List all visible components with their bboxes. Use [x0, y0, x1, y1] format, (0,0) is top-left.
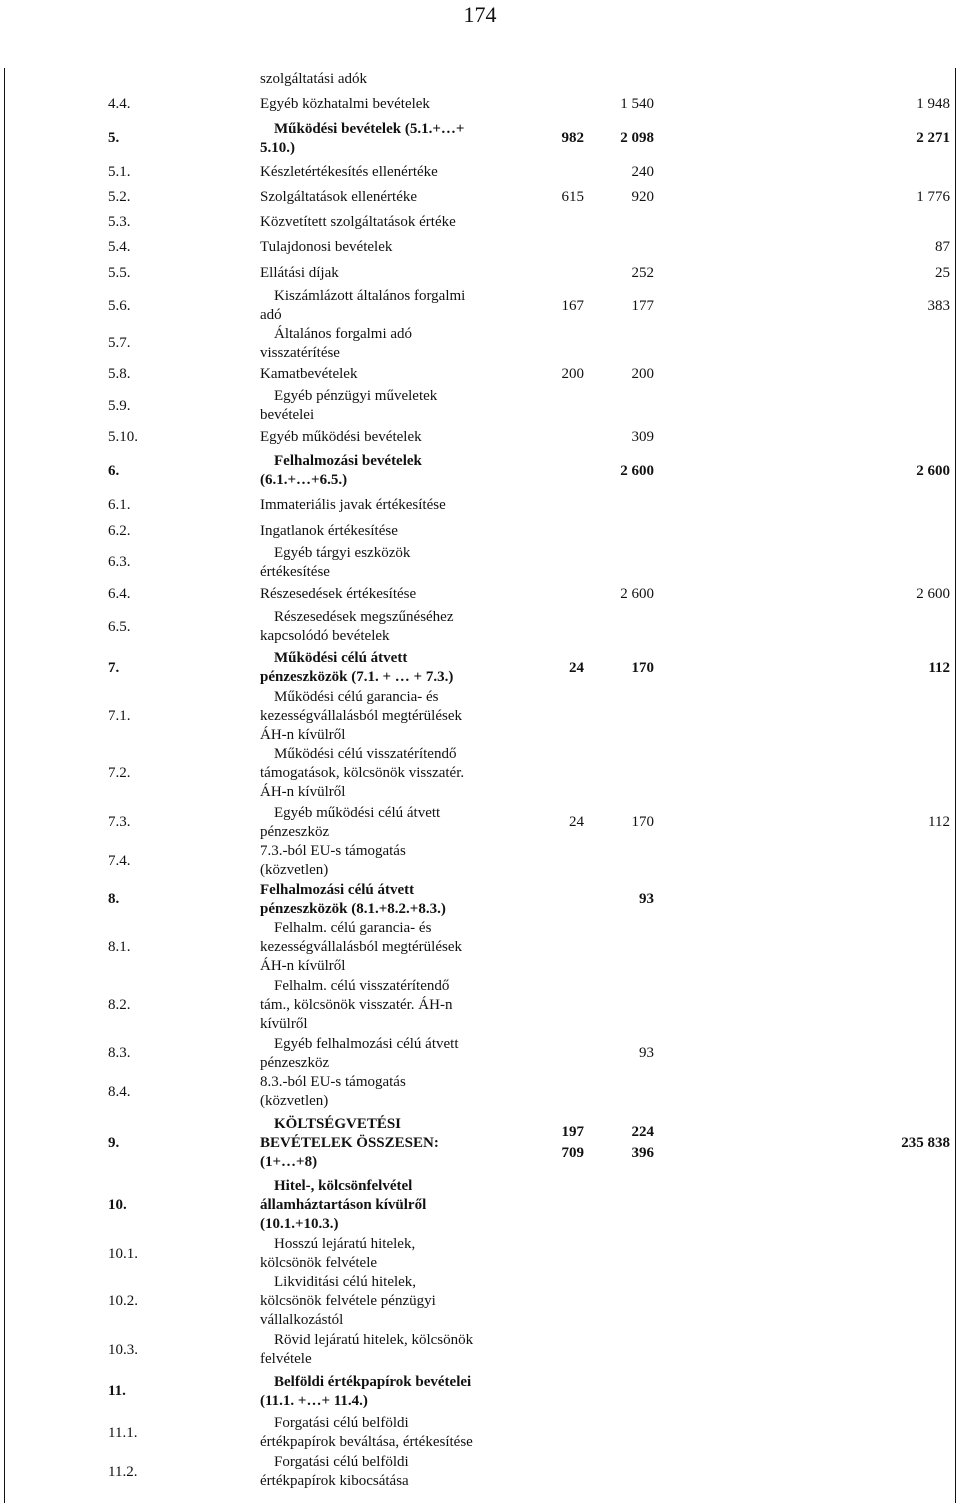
row-code: 11.	[108, 1383, 126, 1399]
table-row	[4, 842, 954, 880]
row-value-v3	[654, 1273, 950, 1330]
row-value-v1	[514, 607, 584, 647]
row-value-v2	[584, 1330, 654, 1370]
table-row	[4, 1453, 954, 1491]
row-label	[260, 518, 520, 544]
row-value-v2	[584, 1273, 654, 1330]
row-code: 8.1.	[108, 939, 131, 955]
table-row	[4, 1235, 954, 1273]
row-label	[260, 842, 520, 880]
row-label-line: felvétele	[260, 1351, 312, 1367]
row-value-v1	[514, 1453, 584, 1491]
row-value-v2	[584, 234, 654, 260]
row-label-line: vállalkozástól	[260, 1312, 344, 1328]
table-row	[4, 1413, 954, 1453]
row-code: 6.2.	[108, 522, 131, 539]
table-row	[4, 211, 954, 234]
row-label-line: (11.1. +…+ 11.4.)	[260, 1392, 368, 1409]
row-value-v2	[584, 388, 654, 424]
row-label-line: BEVÉTELEK ÖSSZESEN:	[260, 1134, 439, 1151]
row-value-v1	[514, 1413, 584, 1453]
row-label-line: Ellátási díjak	[260, 264, 339, 281]
table-row	[4, 1111, 954, 1175]
row-value-v3: 2 271	[916, 130, 950, 146]
row-code: 7.1.	[108, 708, 131, 724]
row-value-v3	[654, 842, 950, 880]
row-label-line: kezességvállalásból megtérülések	[260, 708, 463, 724]
row-value-v2	[584, 326, 654, 361]
row-label	[260, 68, 520, 91]
row-label-line: támogatások, kölcsönök visszatér.	[260, 765, 465, 781]
row-label-line: pénzeszköz	[260, 1054, 330, 1071]
table-row	[4, 450, 954, 492]
row-label-line: ÁH-n kívülről	[260, 727, 346, 743]
row-label-line: kívülről	[260, 1015, 308, 1032]
row-value-v2: 309	[631, 428, 654, 445]
row-label-line: Közvetített szolgáltatások értéke	[260, 214, 456, 230]
row-label	[260, 117, 520, 160]
row-value-v3	[654, 689, 950, 744]
row-label	[260, 1235, 520, 1273]
row-value-v2	[584, 976, 654, 1034]
row-label-line: kölcsönök felvétele	[260, 1255, 378, 1271]
table-row	[4, 160, 954, 184]
row-label-line: Forgatási célú belföldi	[274, 1415, 409, 1431]
row-code: 6.3.	[108, 554, 131, 570]
row-value-v3	[654, 880, 950, 919]
row-value-v3	[654, 388, 950, 424]
row-label	[260, 160, 520, 184]
row-code: 8.2.	[108, 996, 131, 1013]
table-row	[4, 260, 954, 286]
row-label-line: Immateriális javak értékesítése	[260, 496, 446, 513]
row-label-line: Egyéb működési célú átvett	[274, 804, 441, 821]
row-code: 8.3.	[108, 1045, 131, 1061]
table-row	[4, 518, 954, 544]
row-label-line: Szolgáltatások ellenértéke	[260, 189, 418, 205]
row-label-line: pénzeszközök (7.1. + … + 7.3.)	[260, 669, 454, 685]
row-label-line: (közvetlen)	[260, 1093, 329, 1109]
row-code: 10.3.	[108, 1341, 138, 1358]
row-value-v3: 112	[928, 659, 950, 676]
row-code: 8.	[108, 891, 120, 907]
row-value-v1	[514, 1330, 584, 1370]
row-code: 5.5.	[108, 264, 131, 281]
row-value-v2: 2 600	[620, 462, 654, 479]
row-value-v2	[584, 1073, 654, 1111]
row-label	[260, 492, 520, 518]
table-row	[4, 361, 954, 388]
table-row	[4, 744, 954, 803]
row-label-line: Működési bevételek (5.1.+…+	[274, 120, 465, 137]
table-row	[4, 388, 954, 424]
table-row	[4, 234, 954, 260]
row-label-line: pénzeszközök (8.1.+8.2.+8.3.)	[260, 900, 446, 917]
row-value-part: 224	[631, 1124, 654, 1140]
row-value-v2: 93	[639, 891, 654, 907]
row-value-v1	[514, 424, 584, 450]
row-value-v2: 177	[631, 297, 654, 314]
row-label	[260, 1073, 520, 1111]
row-label	[260, 326, 520, 361]
table-row	[4, 1330, 954, 1370]
row-value-v1	[514, 744, 584, 803]
row-label-line: kapcsolódó bevételek	[260, 628, 390, 644]
table-row	[4, 647, 954, 689]
row-value-v2: 170	[631, 814, 654, 830]
row-code: 6.	[108, 462, 120, 479]
table-row	[4, 1073, 954, 1111]
row-label-line: adó	[260, 307, 282, 323]
row-value-v1	[514, 160, 584, 184]
table-row	[4, 581, 954, 607]
row-value-v2	[584, 1370, 654, 1413]
table-row	[4, 1370, 954, 1413]
row-value-v1	[514, 1175, 584, 1235]
row-code: 5.2.	[108, 189, 131, 205]
row-value-v3	[654, 1175, 950, 1235]
row-value-v1	[514, 581, 584, 607]
row-label	[260, 361, 520, 388]
row-label-line: KÖLTSÉGVETÉSI	[274, 1115, 402, 1132]
row-label	[260, 919, 520, 976]
row-label-line: Részesedések megszűnéséhez	[274, 609, 454, 625]
table-row	[4, 326, 954, 361]
row-label-line: Hitel-, kölcsönfelvétel	[274, 1177, 413, 1194]
row-value-v2	[584, 689, 654, 744]
row-label-line: Működési célú átvett	[274, 650, 408, 666]
row-label-line: Belföldi értékpapírok bevételei	[274, 1373, 472, 1390]
row-label	[260, 1413, 520, 1453]
table-row	[4, 880, 954, 919]
row-label-line: Likviditási célú hitelek,	[274, 1274, 417, 1290]
table-row	[4, 607, 954, 647]
row-code: 10.2.	[108, 1293, 138, 1309]
row-value-v2: 2 098	[620, 130, 654, 146]
row-value-v1	[514, 1235, 584, 1273]
row-label-line: Működési célú visszatérítendő	[274, 746, 457, 762]
row-label-line: Egyéb működési bevételek	[260, 428, 422, 445]
row-code: 11.2.	[108, 1463, 138, 1480]
row-code: 7.	[108, 659, 120, 676]
revenue-table	[4, 68, 954, 1491]
row-value-v1	[514, 919, 584, 976]
row-value-v3: 235 838	[901, 1134, 950, 1151]
row-code: 5.1.	[108, 163, 131, 180]
row-value-v2	[584, 518, 654, 544]
row-value-v2	[584, 744, 654, 803]
row-value-v1: 982	[561, 130, 584, 146]
row-label-line: bevételei	[260, 407, 315, 423]
row-value-v1	[514, 1034, 584, 1073]
row-code: 6.5.	[108, 618, 131, 635]
table-row	[4, 803, 954, 842]
row-value-part: 709	[561, 1145, 584, 1161]
row-value-v1	[514, 1370, 584, 1413]
row-value-v1: 24	[569, 659, 584, 676]
row-value-v2	[584, 1175, 654, 1235]
row-label-line: Felhalmozási célú átvett	[260, 881, 415, 898]
row-value-v1	[514, 68, 584, 91]
row-code: 5.	[108, 130, 120, 146]
row-label-line: pénzeszköz	[260, 823, 330, 840]
row-label	[260, 689, 520, 744]
row-label-line: szolgáltatási adók	[260, 71, 368, 87]
row-label-line: kezességvállalásból megtérülések	[260, 939, 463, 955]
row-label	[260, 388, 520, 424]
row-value-v3	[654, 1370, 950, 1413]
row-label-line: Kamatbevételek	[260, 366, 358, 382]
row-value-v3: 2 600	[916, 462, 950, 479]
row-label	[260, 260, 520, 286]
row-code: 10.1.	[108, 1245, 138, 1262]
row-value-v2	[584, 919, 654, 976]
row-label	[260, 286, 520, 326]
row-value-v2	[584, 68, 654, 91]
page-number: 174	[463, 2, 497, 27]
table-row	[4, 68, 954, 91]
row-code	[108, 68, 256, 91]
row-label-line: Felhalmozási bevételek	[274, 453, 422, 469]
row-label-line: Részesedések értékesítése	[260, 585, 417, 602]
row-label-line: Egyéb tárgyi eszközök	[274, 544, 411, 561]
row-value-v3	[654, 607, 950, 647]
row-label-line: Hosszú lejáratú hitelek,	[274, 1236, 416, 1252]
row-code: 4.4.	[108, 95, 131, 112]
row-label-line: Forgatási célú belföldi	[274, 1454, 409, 1470]
row-label	[260, 1111, 520, 1175]
row-value-v1	[514, 1111, 584, 1175]
row-value-v2: 240	[631, 163, 654, 180]
row-label-line: értékpapírok beváltása, értékesítése	[260, 1434, 473, 1450]
row-value-v3	[654, 1034, 950, 1073]
row-label	[260, 581, 520, 607]
row-value-v2: 2 600	[620, 585, 654, 602]
table-row	[4, 919, 954, 976]
row-label-line: 8.3.-ból EU-s támogatás	[260, 1074, 406, 1090]
row-label-line: tám., kölcsönök visszatér. ÁH-n	[260, 996, 453, 1013]
row-code: 5.8.	[108, 366, 131, 382]
table-row	[4, 91, 954, 117]
row-value-v2	[584, 1413, 654, 1453]
row-value-v3	[654, 518, 950, 544]
row-value-v3: 87	[935, 238, 950, 255]
row-value-v1	[514, 260, 584, 286]
row-code: 8.4.	[108, 1083, 131, 1100]
row-value-v2: 170	[631, 659, 654, 676]
row-value-v3: 112	[928, 814, 950, 830]
row-label-line: kölcsönök felvétele pénzügyi	[260, 1293, 436, 1309]
row-label	[260, 1453, 520, 1491]
row-label	[260, 976, 520, 1034]
row-label-line: Egyéb közhatalmi bevételek	[260, 95, 430, 112]
row-value-v1: 24	[569, 814, 584, 830]
table-row	[4, 1175, 954, 1235]
row-value-v2: 1 540	[620, 95, 654, 112]
row-value-v1	[514, 326, 584, 361]
row-value-v3	[654, 492, 950, 518]
table-row	[4, 1034, 954, 1073]
row-value-v2: 200	[631, 366, 654, 382]
row-value-v3	[654, 976, 950, 1034]
row-label-line: ÁH-n kívülről	[260, 784, 346, 800]
row-code: 11.1.	[108, 1424, 138, 1441]
row-value-v1	[514, 1073, 584, 1111]
row-label	[260, 647, 520, 689]
row-value-v1	[514, 234, 584, 260]
row-value-v2	[584, 1453, 654, 1491]
row-value-v3	[654, 1073, 950, 1111]
row-label	[260, 607, 520, 647]
table-row	[4, 184, 954, 211]
row-value-v1	[514, 976, 584, 1034]
row-label	[260, 91, 520, 117]
row-code: 7.4.	[108, 852, 131, 869]
row-value-v3	[654, 160, 950, 184]
row-label-line: ÁH-n kívülről	[260, 958, 346, 974]
row-label-line: (10.1.+10.3.)	[260, 1215, 339, 1232]
row-label	[260, 1330, 520, 1370]
row-value-v2: 252	[631, 264, 654, 281]
row-label-line: 7.3.-ból EU-s támogatás	[260, 843, 406, 859]
row-value-v3: 1 776	[916, 189, 950, 205]
row-label	[260, 1273, 520, 1330]
table-row	[4, 544, 954, 581]
row-label	[260, 1175, 520, 1235]
row-code: 5.4.	[108, 238, 131, 255]
row-value-v1	[514, 544, 584, 581]
row-value-v3	[654, 211, 950, 234]
row-value-v2: 93	[639, 1045, 654, 1061]
row-code: 6.4.	[108, 585, 131, 602]
row-value-v2	[584, 492, 654, 518]
row-value-v2	[584, 1235, 654, 1273]
row-code: 7.3.	[108, 814, 131, 830]
row-label	[260, 803, 520, 842]
row-value-v1	[514, 450, 584, 492]
row-label-line: Készletértékesítés ellenértéke	[260, 163, 438, 180]
row-value-v2	[584, 842, 654, 880]
row-label-line: Egyéb pénzügyi műveletek	[274, 388, 438, 404]
row-label-line: államháztartáson kívülről	[260, 1196, 427, 1213]
row-value-v1	[514, 1273, 584, 1330]
row-value-v3	[654, 1453, 950, 1491]
row-code: 10.	[108, 1196, 127, 1213]
row-label-line: értékesítése	[260, 563, 330, 580]
row-value-v3	[654, 1330, 950, 1370]
row-label-line: Kiszámlázott általános forgalmi	[274, 288, 466, 304]
row-value-v3	[654, 1235, 950, 1273]
row-value-v3	[654, 919, 950, 976]
row-value-v1	[514, 91, 584, 117]
row-value-v3	[654, 744, 950, 803]
row-value-v3	[654, 68, 950, 91]
table-row	[4, 689, 954, 744]
row-label-line: Ingatlanok értékesítése	[260, 522, 398, 539]
row-code: 5.9.	[108, 397, 131, 414]
row-code: 5.7.	[108, 335, 131, 351]
row-value-v2	[584, 544, 654, 581]
row-code: 5.6.	[108, 297, 131, 314]
row-label-line: Rövid lejáratú hitelek, kölcsönök	[274, 1332, 474, 1348]
row-value-v2	[584, 1111, 654, 1175]
row-label-line: Tulajdonosi bevételek	[260, 238, 393, 255]
row-value-v1	[514, 388, 584, 424]
row-value-v1: 167	[561, 297, 584, 314]
row-label	[260, 1370, 520, 1413]
row-label	[260, 744, 520, 803]
row-label-line: Egyéb felhalmozási célú átvett	[274, 1035, 459, 1052]
table-row	[4, 117, 954, 160]
row-label	[260, 544, 520, 581]
row-label	[260, 1034, 520, 1073]
row-label-line: 5.10.)	[260, 139, 295, 156]
row-label-line: (6.1.+…+6.5.)	[260, 472, 348, 488]
row-value-part: 197	[561, 1124, 584, 1140]
row-value-v1	[514, 689, 584, 744]
row-label-line: (közvetlen)	[260, 862, 329, 878]
row-value-v3	[654, 326, 950, 361]
row-label	[260, 450, 520, 492]
row-label-line: Működési célú garancia- és	[274, 689, 439, 705]
row-code: 9.	[108, 1134, 120, 1151]
row-value-part: 396	[631, 1145, 654, 1161]
row-value-v3	[654, 424, 950, 450]
table-row	[4, 976, 954, 1034]
row-value-v3: 383	[927, 297, 950, 314]
row-code: 5.10.	[108, 428, 138, 445]
row-value-v3	[654, 1413, 950, 1453]
row-value-v3: 1 948	[916, 95, 950, 112]
row-label	[260, 880, 520, 919]
table-row	[4, 424, 954, 450]
row-label-line: (1+…+8)	[260, 1153, 318, 1170]
table-row	[4, 286, 954, 326]
row-label-line: értékpapírok kibocsátása	[260, 1473, 409, 1489]
row-code: 5.3.	[108, 214, 131, 230]
row-label-line: visszatérítése	[260, 344, 340, 361]
row-value-v1	[514, 211, 584, 234]
row-label-line: Felhalm. célú garancia- és	[274, 920, 432, 936]
row-value-v1: 615	[561, 189, 584, 205]
row-label-line: Felhalm. célú visszatérítendő	[274, 977, 450, 994]
row-value-v1	[514, 492, 584, 518]
row-label	[260, 234, 520, 260]
row-value-v3	[654, 361, 950, 388]
row-label	[260, 424, 520, 450]
row-value-v1	[514, 880, 584, 919]
row-value-v2	[584, 211, 654, 234]
row-value-v2: 920	[631, 189, 654, 205]
row-value-v1: 200	[561, 366, 584, 382]
row-value-v3: 2 600	[916, 585, 950, 602]
row-value-v3	[654, 544, 950, 581]
row-label	[260, 184, 520, 211]
row-code: 6.1.	[108, 496, 131, 513]
row-value-v3: 25	[935, 264, 950, 281]
row-value-v1	[514, 518, 584, 544]
table-row	[4, 492, 954, 518]
table-row	[4, 1273, 954, 1330]
row-code: 7.2.	[108, 765, 131, 781]
row-value-v1	[514, 842, 584, 880]
row-label-line: Általános forgalmi adó	[274, 325, 413, 342]
row-label	[260, 211, 520, 234]
row-value-v2	[584, 607, 654, 647]
